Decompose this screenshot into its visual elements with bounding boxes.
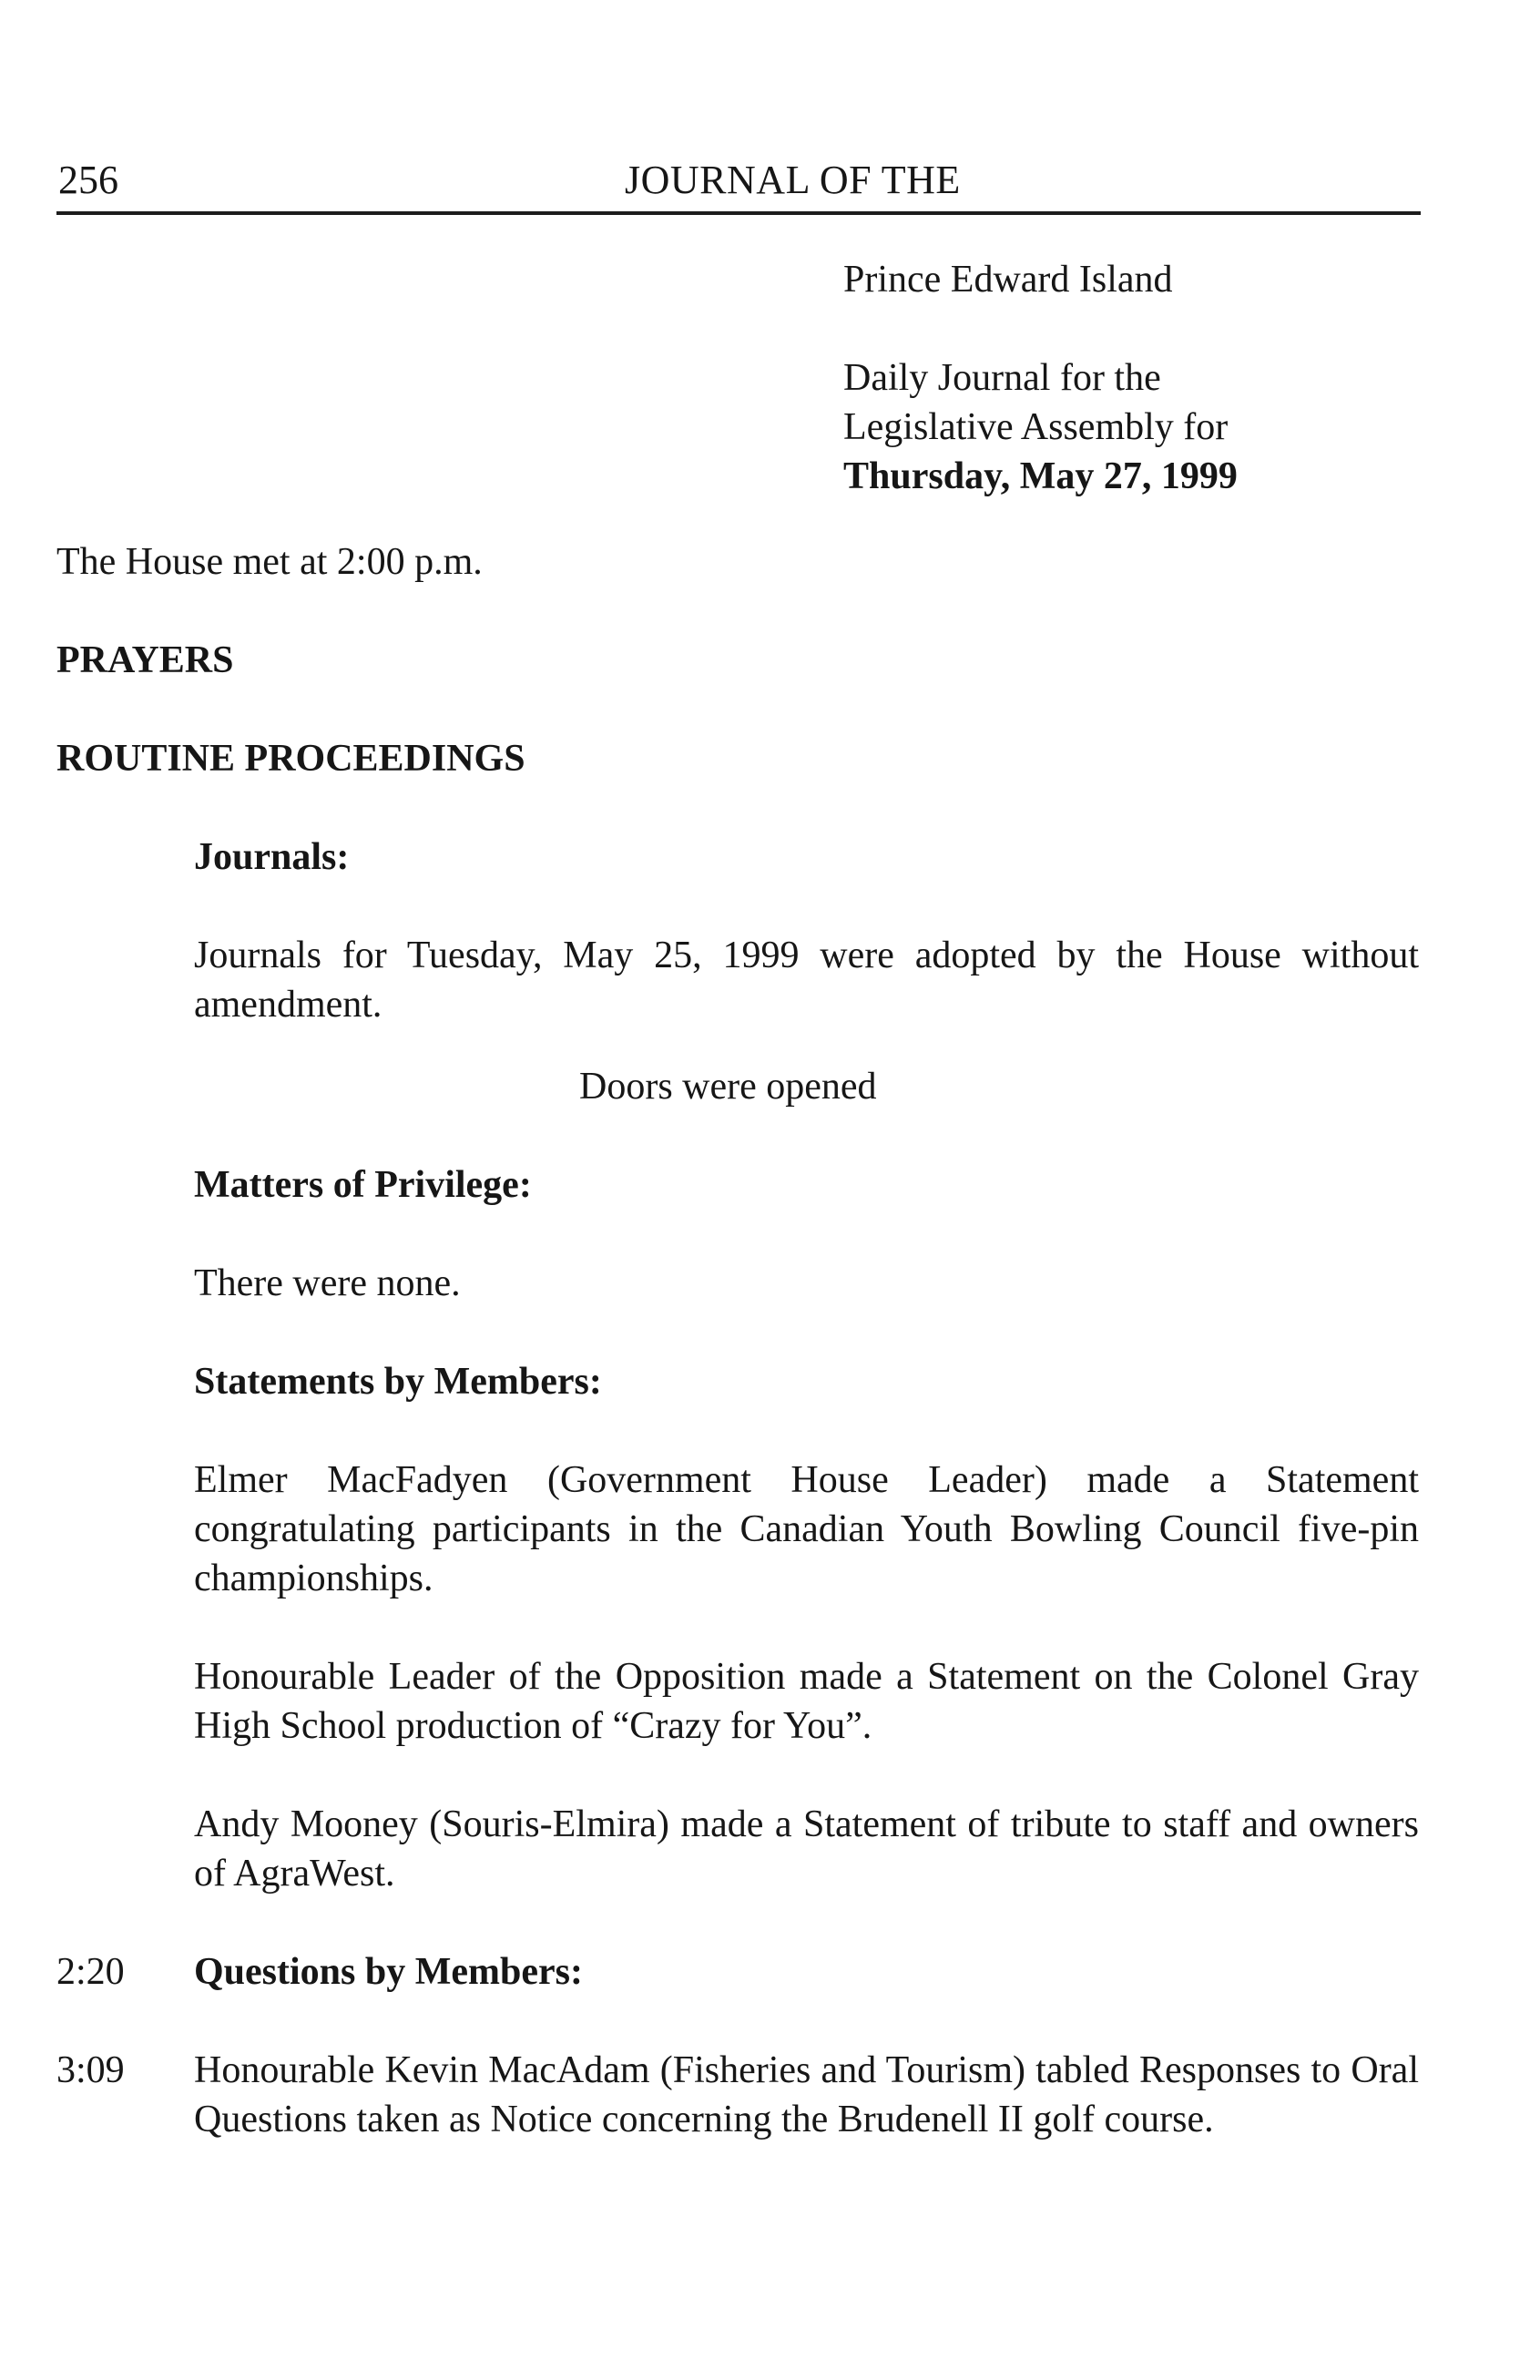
privilege-text: There were none. — [194, 1262, 461, 1304]
sitting-date: Thursday, May 27, 1999 — [843, 455, 1238, 497]
privilege-heading: Matters of Privilege: — [194, 1164, 532, 1206]
prayers-heading: PRAYERS — [56, 639, 234, 681]
doors-opened-text: Doors were opened — [579, 1066, 877, 1108]
journal-title-line-1: Daily Journal for the — [843, 357, 1161, 399]
journals-heading: Journals: — [194, 836, 350, 878]
statements-heading: Statements by Members: — [194, 1361, 602, 1403]
page-header — [56, 155, 1421, 215]
page-number: 256 — [58, 158, 118, 202]
statement-item: Andy Mooney (Souris-Elmira) made a Statement of tribute to staff and owners of AgraWest. — [194, 1803, 1419, 1895]
statement-item: Elmer MacFadyen (Government House Leader) made a Statement congratulating participants in the Canadian Youth Bowling Council five-pin championships. — [194, 1459, 1419, 1599]
journal-title-line-2: Legislative Assembly for — [843, 406, 1229, 448]
responses-text: Honourable Kevin MacAdam (Fisheries and Tourism) tabled Responses to Oral Questions taken as Notice concerning the Brudenell II golf course. — [194, 2049, 1419, 2140]
running-title: JOURNAL OF THE — [625, 158, 961, 202]
responses-time: 3:09 — [56, 2049, 125, 2091]
statement-item: Honourable Leader of the Opposition made a Statement on the Colonel Gray High School production of “Crazy for You”. — [194, 1656, 1419, 1747]
house-met-text: The House met at 2:00 p.m. — [56, 541, 483, 583]
questions-heading: Questions by Members: — [194, 1951, 583, 1993]
province-name: Prince Edward Island — [843, 259, 1173, 301]
routine-proceedings-heading: ROUTINE PROCEEDINGS — [56, 738, 525, 780]
journals-text: Journals for Tuesday, May 25, 1999 were adopted by the House without amendment. — [194, 935, 1419, 1026]
journal-title-block — [843, 255, 1238, 501]
questions-time: 2:20 — [56, 1951, 125, 1993]
